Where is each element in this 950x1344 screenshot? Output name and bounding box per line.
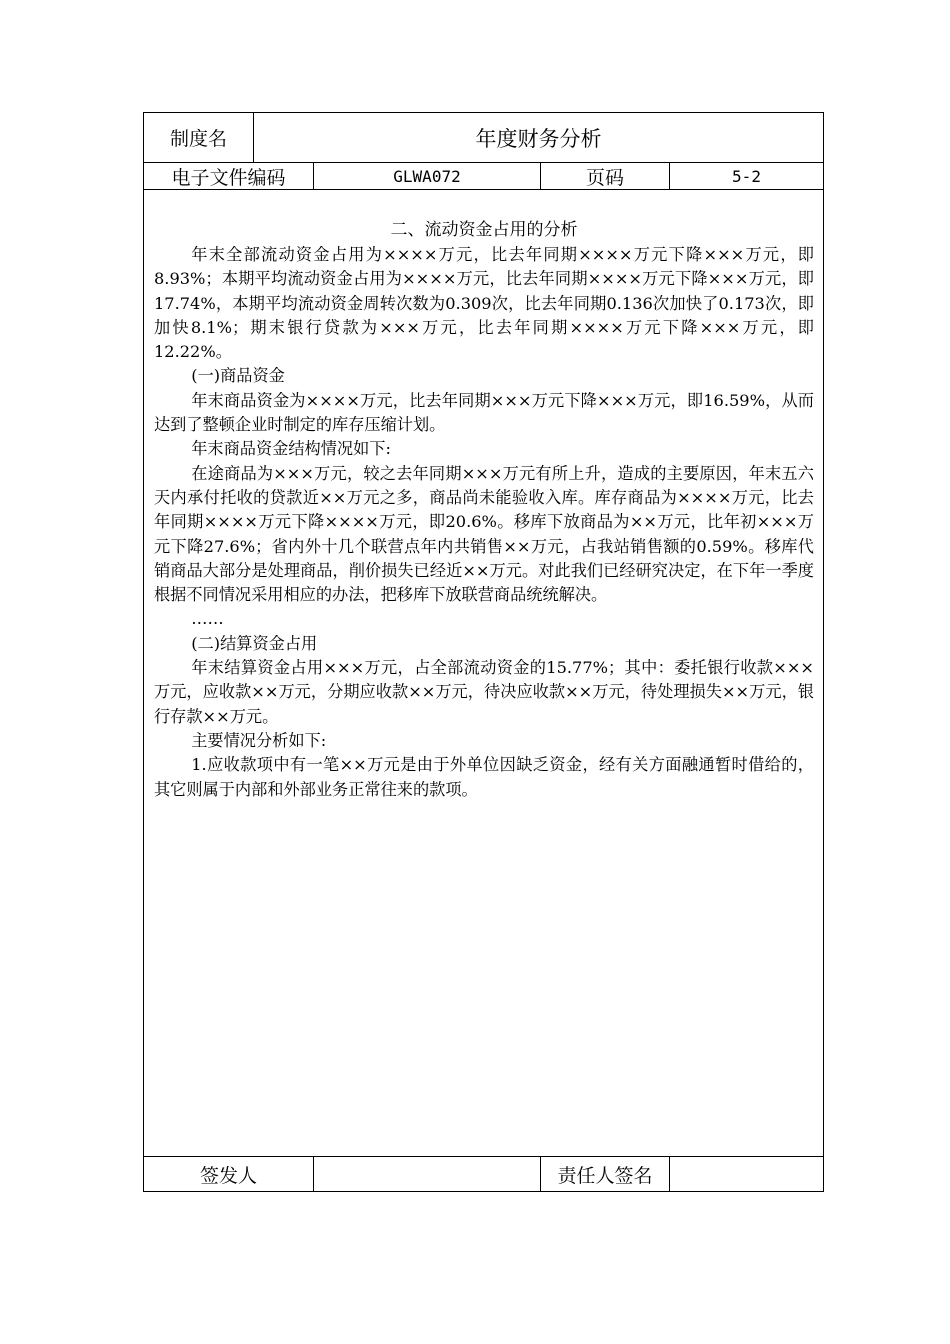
ellipsis-line: …… [191, 609, 224, 629]
file-code-value: GLWA072 [393, 166, 461, 186]
responsible-signature-field[interactable] [670, 1157, 823, 1191]
body-paragraph: 年末商品资金为××××万元，比去年同期×××万元下降×××万元，即16.59%，从而达到了整顿企业时制定的库存压缩计划。 [154, 390, 814, 435]
label-issuer: 签发人 [199, 1164, 257, 1187]
subsection-heading: (二)结算资金占用 [191, 633, 318, 653]
body-paragraph: 年末全部流动资金占用为××××万元，比去年同期××××万元下降×××万元，即8.93%；本期平均流动资金占用为××××万元，比去年同期××××万元下降×××万元，即17.74%，本期平均流动资金周转次数为0.309次，比去年同期0.136次加快了0.173次，即加快8.1%；期末银行贷款为×××万元，比去年同期××××万元下降×××万元，即12.22%。 [154, 245, 814, 362]
subsection-heading: (一)商品资金 [191, 366, 285, 386]
document-title: 年度财务分析 [475, 126, 602, 151]
label-page-number: 页码 [585, 166, 624, 189]
section-heading: 二、流动资金占用的分析 [390, 220, 578, 240]
label-file-code: 电子文件编码 [171, 166, 286, 189]
body-paragraph: 年末结算资金占用×××万元，占全部流动资金的15.77%；其中：委托银行收款×××万元，应收款××万元，分期应收款××万元，待决应收款××万元，待处理损失××万元，银行存款××万元。 [154, 658, 814, 726]
body-paragraph: 主要情况分析如下: [191, 730, 327, 750]
document-body [154, 217, 814, 802]
label-responsible-signature: 责任人签名 [557, 1164, 653, 1187]
body-paragraph: 1.应收款项中有一笔××万元是由于外单位因缺乏资金，经有关方面融通暂时借给的，其它则属于内部和外部业务正常往来的款项。 [154, 755, 814, 799]
body-paragraph: 在途商品为×××万元，较之去年同期×××万元有所上升，造成的主要原因，年末五六天内承付托收的贷款近××万元之多，商品尚未能验收入库。库存商品为××××万元，比去年同期××××万元下降××××万元，即20.6%。移库下放商品为××万元，比年初×××万元下降27.6%；省内外十几个联营点年内共销售××万元，占我站销售额的0.59%。移库代销商品大部分是处理商品，削价损失已经近××万元。对此我们已经研究决定，在下年一季度根据不同情况采用相应的办法，把移库下放联营商品统统解决。 [154, 463, 814, 605]
page-number-value: 5-2 [732, 166, 761, 186]
label-system-name: 制度名 [169, 128, 227, 150]
document-form [143, 112, 824, 1192]
issuer-field[interactable] [314, 1157, 540, 1191]
body-paragraph: 年末商品资金结构情况如下: [191, 439, 391, 459]
